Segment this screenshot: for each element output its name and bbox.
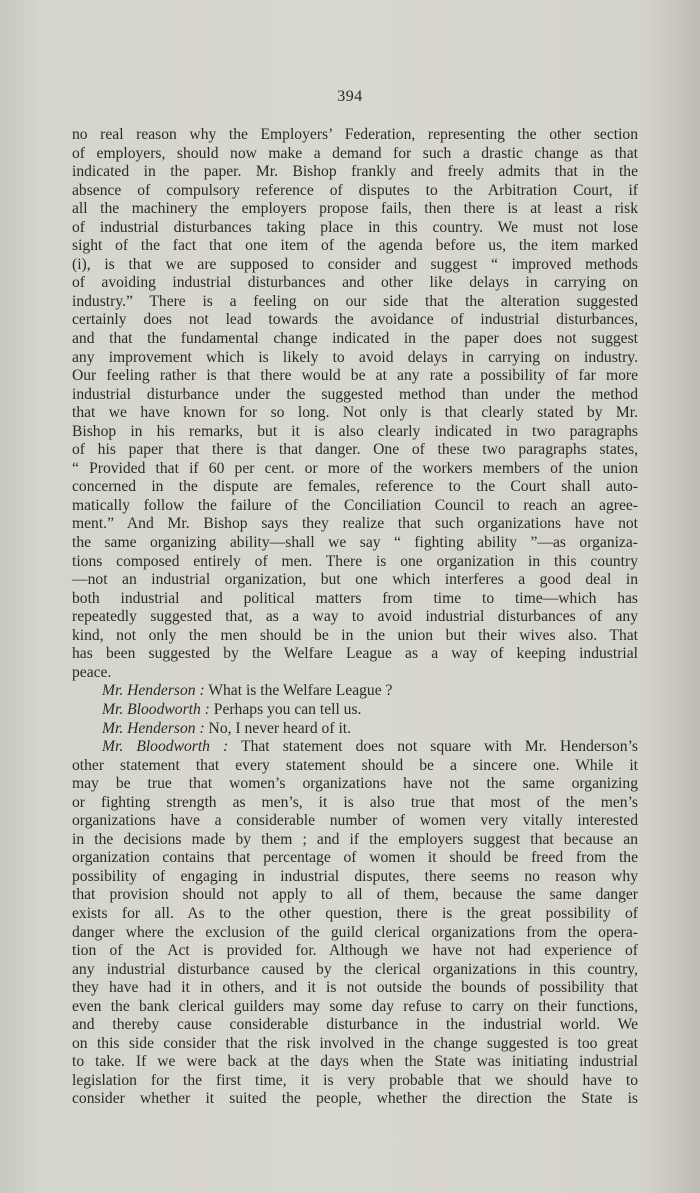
line-text: organizations have a considerable number of women very vitally interested bbox=[72, 812, 638, 830]
text-line bbox=[72, 404, 638, 423]
line-text: tion of the Act is provided for. Although we have not had experience of bbox=[72, 942, 638, 960]
text-line bbox=[72, 441, 638, 460]
line-text: legislation for the first time, it is very probable that we should have to bbox=[72, 1071, 638, 1089]
text-line bbox=[72, 349, 638, 368]
line-text: consider whether it suited the people, whether the direction the State is bbox=[72, 1090, 638, 1108]
text-line bbox=[72, 367, 638, 386]
line-text: That statement does not square with Mr. Henderson’s bbox=[228, 738, 638, 756]
line-text: no real reason why the Employers’ Federation, representing the other section bbox=[72, 126, 638, 143]
line-text: concerned in the dispute are females, reference to the Court shall auto- bbox=[72, 478, 638, 496]
text-line bbox=[72, 1035, 638, 1054]
line-text: Perhaps you can tell us. bbox=[209, 700, 362, 718]
text-line bbox=[72, 886, 638, 905]
text-line bbox=[72, 831, 638, 850]
line-text: exists for all. As to the other question, there is the great possibility of bbox=[72, 904, 638, 922]
text-line bbox=[72, 534, 638, 553]
text-line bbox=[72, 849, 638, 868]
text-line bbox=[72, 905, 638, 924]
dialogue-line bbox=[72, 738, 638, 757]
text-line bbox=[72, 608, 638, 627]
line-text: any industrial disturbance caused by the clerical organizations in this country, bbox=[72, 960, 638, 978]
line-text: other statement that every statement should be a sincere one. While it bbox=[72, 756, 638, 774]
dialogue-line bbox=[72, 701, 638, 720]
text-line bbox=[72, 497, 638, 516]
line-text: sight of the fact that one item of the agenda before us, the item marked bbox=[72, 237, 638, 255]
line-text: certainly does not lead towards the avoidance of industrial disturbances, bbox=[72, 311, 638, 329]
text-line bbox=[72, 293, 638, 312]
line-text: ment.” And Mr. Bishop says they realize that such organizations have not bbox=[72, 515, 638, 533]
line-text: has been suggested by the Welfare League as a way of keeping industrial bbox=[72, 645, 638, 663]
text-line bbox=[72, 126, 638, 145]
line-text: or fighting strength as men’s, it is also true that most of the men’s bbox=[72, 793, 638, 811]
text-line bbox=[72, 979, 638, 998]
text-line bbox=[72, 274, 638, 293]
text-line bbox=[72, 868, 638, 887]
text-line bbox=[72, 664, 638, 683]
line-text: of his paper that there is that danger. One of these two paragraphs states, bbox=[72, 441, 638, 459]
text-line bbox=[72, 942, 638, 961]
line-text: tions composed entirely of men. There is one organization in this country bbox=[72, 552, 638, 570]
text-line bbox=[72, 182, 638, 201]
text-line bbox=[72, 460, 638, 479]
text-line bbox=[72, 256, 638, 275]
text-line bbox=[72, 478, 638, 497]
line-text: No, I never heard of it. bbox=[204, 719, 352, 737]
speaker-name: Mr. Bloodworth : bbox=[102, 738, 229, 756]
line-text: both industrial and political matters from time to time—which has bbox=[72, 589, 638, 607]
text-line bbox=[72, 571, 638, 590]
text-line bbox=[72, 386, 638, 405]
text-line bbox=[72, 961, 638, 980]
page-number: 394 bbox=[337, 88, 363, 105]
line-text: of industrial disturbances taking place in this country. We must not lose bbox=[72, 218, 638, 236]
dialogue-line bbox=[72, 720, 638, 739]
line-text: may be true that women’s organizations have not the same organizing bbox=[72, 775, 638, 793]
line-text: matically follow the failure of the Conciliation Council to reach an agree- bbox=[72, 496, 638, 514]
text-line bbox=[72, 627, 638, 646]
body-text bbox=[72, 126, 638, 1109]
text-line bbox=[72, 998, 638, 1017]
line-text: kind, not only the men should be in the union but their wives also. That bbox=[72, 626, 638, 644]
line-text: they have had it in others, and it is not outside the bounds of possibility that bbox=[72, 979, 638, 997]
text-line bbox=[72, 311, 638, 330]
line-text: What is the Welfare League ? bbox=[204, 682, 393, 700]
line-text: possibility of engaging in industrial disputes, there seems no reason why bbox=[72, 867, 638, 885]
line-text: absence of compulsory reference of disputes to the Arbitration Court, if bbox=[72, 181, 638, 199]
line-text: “ Provided that if 60 per cent. or more of the workers members of the union bbox=[72, 459, 638, 477]
line-text: the same organizing ability—shall we say “ fighting ability ”—as organiza- bbox=[72, 534, 638, 552]
text-line bbox=[72, 924, 638, 943]
line-text: Bishop in his remarks, but it is also clearly indicated in two paragraphs bbox=[72, 422, 638, 440]
line-text: of employers, should now make a demand for such a drastic change as that bbox=[72, 144, 638, 162]
speaker-name: Mr. Henderson : bbox=[102, 719, 205, 737]
line-text: industrial disturbance under the suggested method than under the method bbox=[72, 385, 638, 403]
line-text: industry.” There is a feeling on our side that the alteration suggested bbox=[72, 292, 638, 310]
line-text: any improvement which is likely to avoid delays in carrying on industry. bbox=[72, 348, 638, 366]
text-line bbox=[72, 1072, 638, 1091]
text-line bbox=[72, 237, 638, 256]
speaker-name: Mr. Henderson : bbox=[102, 682, 205, 700]
text-line bbox=[72, 200, 638, 219]
line-text: indicated in the paper. Mr. Bishop frankly and freely admits that in the bbox=[72, 163, 638, 181]
line-text: to take. If we were back at the days when the State was initiating industrial bbox=[72, 1053, 638, 1071]
text-line bbox=[72, 757, 638, 776]
text-line bbox=[72, 590, 638, 609]
text-line bbox=[72, 1053, 638, 1072]
line-text: and that the fundamental change indicated in the paper does not suggest bbox=[72, 330, 638, 348]
text-line bbox=[72, 515, 638, 534]
text-line bbox=[72, 645, 638, 664]
line-text: of avoiding industrial disturbances and other like delays in carrying on bbox=[72, 274, 638, 292]
line-text: —not an industrial organization, but one which interferes a good deal in bbox=[72, 571, 638, 589]
text-line bbox=[72, 1016, 638, 1035]
text-line bbox=[72, 775, 638, 794]
line-text: that provision should not apply to all of them, because the same danger bbox=[72, 886, 638, 904]
text-line bbox=[72, 145, 638, 164]
line-text: and thereby cause considerable disturbance in the industrial world. We bbox=[72, 1016, 638, 1034]
text-line bbox=[72, 163, 638, 182]
text-line bbox=[72, 794, 638, 813]
line-text: peace. bbox=[72, 663, 112, 681]
line-text: on this side consider that the risk involved in the change suggested is too great bbox=[72, 1034, 638, 1052]
dialogue-line bbox=[72, 682, 638, 701]
text-line bbox=[72, 423, 638, 442]
line-text: Our feeling rather is that there would be at any rate a possibility of far more bbox=[72, 367, 638, 385]
line-text: all the machinery the employers propose fails, then there is at least a risk bbox=[72, 200, 638, 218]
line-text: in the decisions made by them ; and if the employers suggest that because an bbox=[72, 830, 638, 848]
line-text: (i), is that we are supposed to consider and suggest “ improved methods bbox=[72, 255, 638, 273]
text-line bbox=[72, 1090, 638, 1109]
line-text: danger where the exclusion of the guild clerical organizations from the opera- bbox=[72, 923, 638, 941]
line-text: organization contains that percentage of women it should be freed from the bbox=[72, 849, 638, 867]
line-text: that we have known for so long. Not only is that clearly stated by Mr. bbox=[72, 404, 638, 422]
text-line bbox=[72, 330, 638, 349]
text-line bbox=[72, 812, 638, 831]
text-line bbox=[72, 219, 638, 238]
line-text: repeatedly suggested that, as a way to avoid industrial disturbances of any bbox=[72, 608, 638, 626]
line-text: even the bank clerical guilders may some day refuse to carry on their functions, bbox=[72, 997, 638, 1015]
text-line bbox=[72, 553, 638, 572]
speaker-name: Mr. Bloodworth : bbox=[102, 700, 210, 718]
